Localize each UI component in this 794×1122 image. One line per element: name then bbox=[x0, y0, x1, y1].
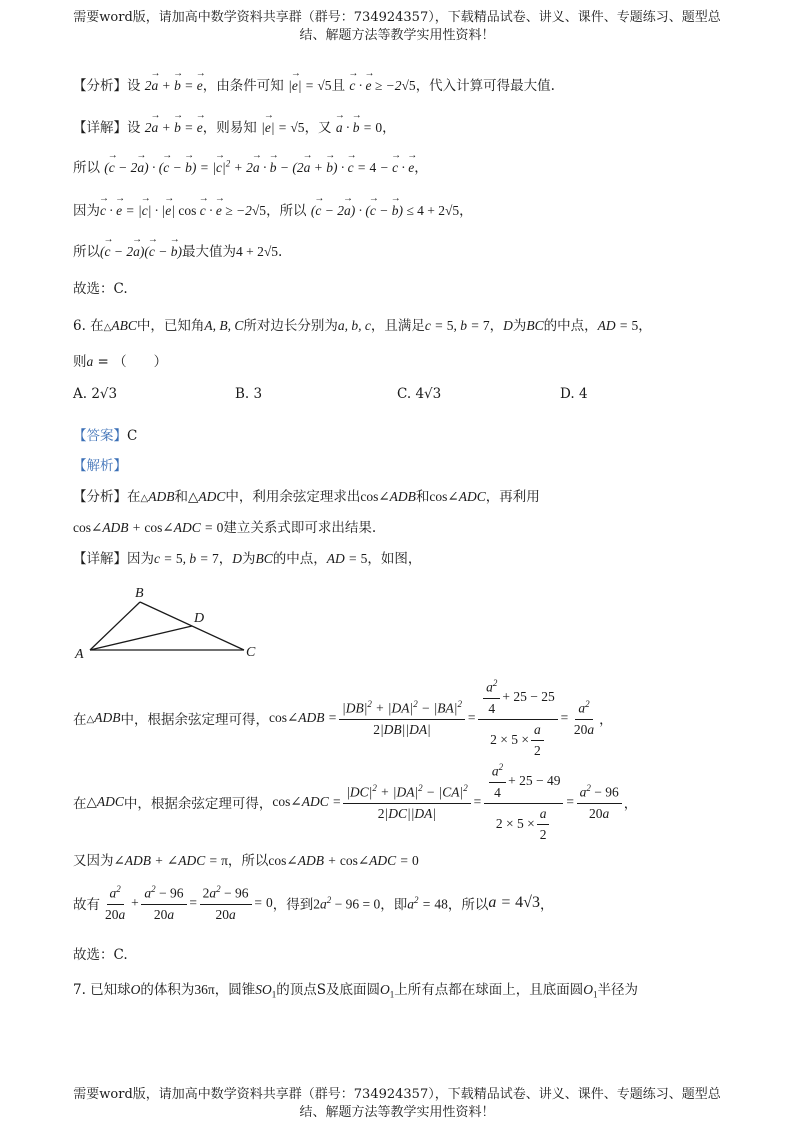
q6-answer bbox=[73, 424, 137, 444]
q6-angle-sum: 又因为∠ADB + ∠ADC = π，所以cos∠ADB + cos∠ADC = 0 bbox=[73, 853, 419, 869]
q6-analysis-2: cos∠ADB + cos∠ADC = 0建立关系式即可求出结果. bbox=[73, 520, 377, 536]
label-c: C bbox=[246, 645, 256, 660]
option-d[interactable]: D. 4 bbox=[560, 386, 588, 402]
q7-stem: 7. 已知球O的体积为36π，圆锥$SO_1$的顶点S及底面圆$O_1$上所有点都在球面上，且底面圆$O_1$半径为 bbox=[73, 982, 638, 1000]
q6-analysis: 【分析】在△ADB和△ADC中，利用余弦定理求出cos∠ADB和cos∠ADC，再利用 bbox=[73, 489, 540, 505]
option-a[interactable]: A. 2√3 bbox=[73, 386, 118, 402]
q6-cos-adb: 在 △ADB 中，根据余弦定理可得， cos∠ADB = $\frac{|DB|^2 + |DA|^2 - |BA|^2}{2|DB||DA|}$ = $\frac{a^2}{4}$ + 25 − 25 2 × 5 × $\frac{a}{2}$ = $\frac{a^2}{20a}$ ， bbox=[73, 678, 613, 758]
header-line-2: 结、解题方法等教学实用性资料！ bbox=[299, 28, 495, 43]
page-footer bbox=[60, 1086, 734, 1122]
triangle-figure bbox=[70, 582, 270, 662]
analysis-tag: 【分析】 bbox=[73, 78, 127, 94]
q6-stem: 6. 在△ABC中，已知角A, B, C所对边长分别为a, b, c，且满足c = 5, b = 7，D为BC的中点，AD = 5， bbox=[73, 318, 652, 334]
label-b: B bbox=[135, 586, 144, 601]
q5-conclusion: 故选：C. bbox=[73, 281, 128, 297]
page-header bbox=[60, 9, 734, 45]
q5-analysis: 【分析】设 2→ a + → b = → e，由条件可知 |→ e| = √5且 → c · → e ≥ −2√5，代入计算可得最大值. bbox=[73, 74, 555, 94]
q6-stem-2: 则a = （ ） bbox=[73, 354, 168, 370]
median-ad bbox=[90, 626, 192, 650]
option-b[interactable]: B. 3 bbox=[235, 386, 263, 402]
label-d: D bbox=[194, 611, 205, 626]
q6-cos-adc: 在 △ADC 中，根据余弦定理可得， cos∠ADC = $\frac{|DC|^2 + |DA|^2 - |CA|^2}{2|DC||DA|}$ = $\frac{a^2}{4}$ + 25 − 49 2 × 5 × $\frac{a}{2}$ = $\frac{a^2 - 96}{20a}$ ， bbox=[73, 762, 638, 842]
answer-value: C bbox=[127, 428, 138, 444]
q5-step-2: 因为→ c · → e = |→ c| · |→ e| cos → c · → e ≥ −2√5，所以 (→ c − 2→ a) · (→ c − → b) ≤ 4 + 2√5， bbox=[73, 199, 473, 219]
header-line-1: 需要word版，请加高中数学资料共享群（群号：734924357），下载精品试卷、讲义、课件、专题练习、题型总 bbox=[73, 10, 721, 25]
q6-jiexi-tag: 【解析】 bbox=[73, 458, 127, 474]
footer-line-1: 需要word版，请加高中数学资料共享群（群号：734924357），下载精品试卷、讲义、课件、专题练习、题型总 bbox=[73, 1087, 721, 1102]
q6-detail: 【详解】因为c = 5, b = 7，D为BC的中点，AD = 5，如图， bbox=[73, 551, 422, 567]
label-a: A bbox=[75, 647, 84, 662]
detail-tag: 【详解】 bbox=[73, 120, 127, 136]
q5-step-3: 所以(→ c − 2→ a)(→ c − → b)最大值为4 + 2√5. bbox=[73, 240, 282, 260]
q6-conclusion: 故选：C. bbox=[73, 947, 128, 963]
answer-tag: 【答案】 bbox=[73, 428, 127, 444]
option-c[interactable]: C. 4√3 bbox=[397, 386, 442, 402]
q6-solve: 故有 $\frac{a^2}{20a}$ + $\frac{a^2 - 96}{20a}$ = $\frac{2a^2 - 96}{20a}$ = 0 ，得到 $2a^2 - 96 = 0$ ，即 $a^2 = 48$ ，所以 a = 4√3 ， bbox=[73, 884, 554, 922]
footer-line-2: 结、解题方法等教学实用性资料！ bbox=[299, 1105, 495, 1120]
q5-detail: 【详解】设 2→ a + → b = → e，则易知 |→ e| = √5，又 → a · → b = 0， bbox=[73, 116, 396, 136]
q5-step-1: 所以 (→ c − 2→ a) · (→ c − → b) = |→ $c|^2 + 2\to a$ · → b − (2→ a + → b) · → c = 4 − → c · → e， bbox=[73, 156, 428, 176]
side-ab bbox=[90, 602, 140, 650]
